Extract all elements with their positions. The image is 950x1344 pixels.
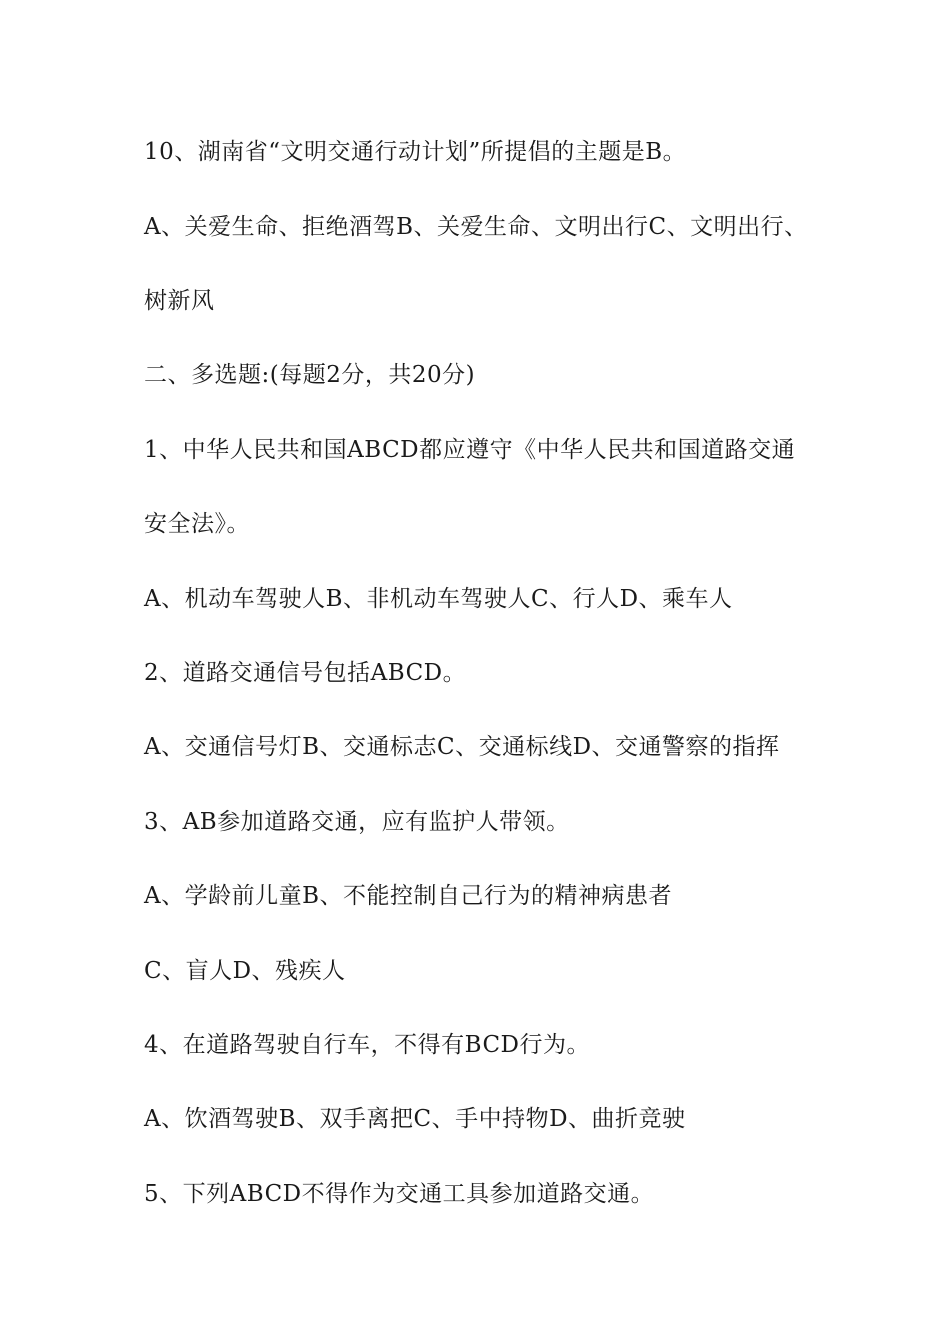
question-4-options: A、饮酒驾驶B、双手离把C、手中持物D、曲折竞驶 bbox=[144, 1106, 686, 1132]
question-10-text: 10、湖南省“文明交通行动计划”所提倡的主题是B。 bbox=[144, 139, 687, 165]
question-2-options: A、交通信号灯B、交通标志C、交通标线D、交通警察的指挥 bbox=[144, 734, 780, 760]
section-heading-multiple-choice: 二、多选题:(每题2分，共20分) bbox=[144, 362, 476, 388]
question-10-options: A、关爱生命、拒绝酒驾B、关爱生命、文明出行C、文明出行、 bbox=[144, 214, 808, 240]
question-2-text: 2、道路交通信号包括ABCD。 bbox=[144, 660, 467, 686]
question-4-text: 4、在道路驾驶自行车，不得有BCD行为。 bbox=[144, 1032, 591, 1058]
question-1-text-continued: 安全法》。 bbox=[144, 511, 250, 537]
question-3-options-continued: C、盲人D、残疾人 bbox=[144, 958, 346, 984]
question-5-text: 5、下列ABCD不得作为交通工具参加道路交通。 bbox=[144, 1181, 655, 1207]
question-1-options: A、机动车驾驶人B、非机动车驾驶人C、行人D、乘车人 bbox=[144, 586, 733, 612]
question-1-text: 1、中华人民共和国ABCD都应遵守《中华人民共和国道路交通 bbox=[144, 437, 796, 463]
question-10-options-continued: 树新风 bbox=[144, 288, 215, 314]
question-3-text: 3、AB参加道路交通，应有监护人带领。 bbox=[144, 809, 570, 835]
question-3-options: A、学龄前儿童B、不能控制自己行为的精神病患者 bbox=[144, 883, 673, 909]
